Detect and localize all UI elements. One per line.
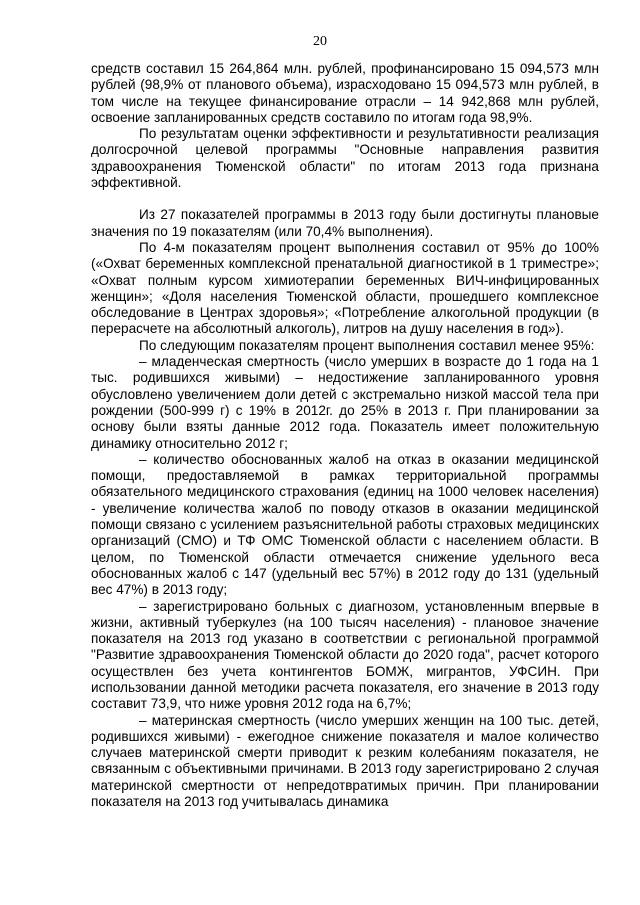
paragraph-budget-execution: средств составил 15 264,864 млн. рублей, профинансировано 15 094,573 млн рублей (98,9% от планового объема), израсходовано 15 094,573 млн рублей, в том числе на текущее финансирование отрасли – 14 942,868 млн рублей, освоение запланированных средств составило по итогам года 98,9%. <box>91 61 599 125</box>
page-number: 20 <box>313 34 327 49</box>
paragraph-indicators-achieved: Из 27 показателей программы в 2013 году были достигнуты плановые значения по 19 показателям (или 70,4% выполнения). <box>91 207 599 239</box>
list-item-tuberculosis: – зарегистрировано больных с диагнозом, установленным впервые в жизни, активный туберкулез (на 100 тысяч населения) - плановое значение показателя на 2013 год указано в соответствии с региональной программой "Развитие здравоохранения Тюменской области до 2020 года", расчет которого осуществлен без учета контингентов БОМЖ, мигрантов, УФСИН. При использовании данной методики расчета показателя, его значение в 2013 году составит 73,9, что ниже уровня 2012 года на 6,7%; <box>91 598 599 712</box>
list-item-complaints: – количество обоснованных жалоб на отказ в оказании медицинской помощи, предоставляемой в рамках территориальной программы обязательного медицинского страхования (единиц на 1000 человек населения) - увеличение количества жалоб по поводу отказов в оказании медицинской помощи связано с усилением разъяснительной работы страховых медицинских организаций (СМО) и ТФ ОМС Тюменской области с населением области. В целом, по Тюменской области отмечается снижение удельного веса обоснованных жалоб с 147 (удельный вес 57%) в 2012 году до 131 (удельный вес 47%) в 2013 году; <box>91 451 599 598</box>
document-body <box>91 61 599 810</box>
paragraph-indicators-95-100: По 4-м показателям процент выполнения составил от 95% до 100% («Охват беременных комплексной пренатальной диагностикой в 1 триместре»; «Охват полным курсом химиотерапии беременных ВИЧ-инфицированных женщин»; «Доля населения Тюменской области, прошедшего комплексное обследование в Центрах здоровья»; «Потребление алкогольной продукции (в перерасчете на абсолютный алкоголь), литров на душу населения в год»). <box>91 239 599 337</box>
list-item-infant-mortality: – младенческая смертность (число умерших в возрасте до 1 года на 1 тыс. родившихся живыми) – недостижение запланированного уровня обусловлено увеличением доли детей с экстремально низкой массой тела при рождении (500-999 г) с 19% в 2012г. до 25% в 2013 г. При планировании за основу были взяты данные 2012 года. Показатель имеет положительную динамику относительно 2012 г; <box>91 354 599 451</box>
list-item-maternal-mortality: – материнская смертность (число умерших женщин на 100 тыс. детей, родившихся живыми) - ежегодное снижение показателя и малое количество случаев материнской смерти приводит к резким колебаниям показателя, не связанным с объективными причинами. В 2013 году зарегистрировано 2 случая материнской смертности от непредотвратимых причин. При планировании показателя на 2013 год учитывалась динамика <box>91 712 599 810</box>
paragraph-program-effectiveness: По результатам оценки эффективности и результативности реализация долгосрочной целевой программы "Основные направления развития здравоохранения Тюменской области" по итогам 2013 года признана эффективной. <box>91 126 599 191</box>
paragraph-indicators-below-95: По следующим показателям процент выполнения составил менее 95%: <box>139 337 595 353</box>
